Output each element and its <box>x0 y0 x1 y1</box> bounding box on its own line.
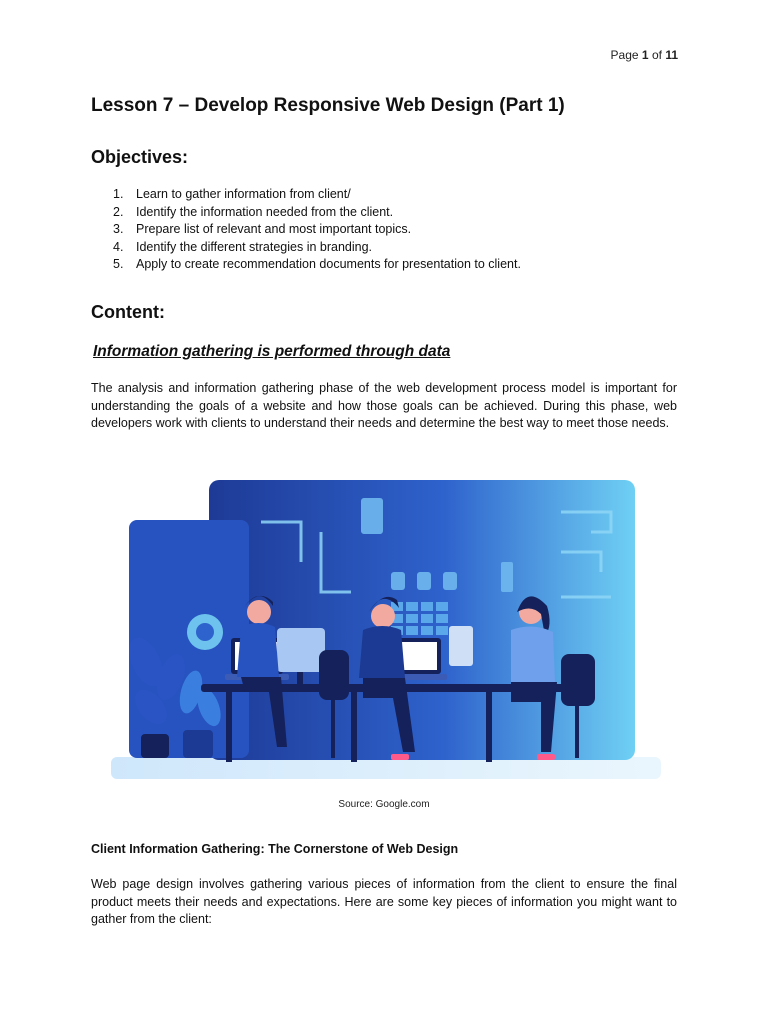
floor <box>111 757 661 779</box>
list-item: 2. Identify the information needed from the client. <box>113 204 394 219</box>
page-number: Page 1 of 11 <box>610 48 678 62</box>
web-design-paragraph: Web page design involves gathering various pieces of information from the client to ensure the final product meets their needs and expectations. Here are some key pieces of information you might want to gather from the client: <box>91 877 677 926</box>
client-info-heading: Client Information Gathering: The Cornerstone of Web Design <box>91 842 459 856</box>
illustration <box>91 462 677 795</box>
content-heading: Content: <box>91 302 165 322</box>
intro-paragraph: The analysis and information gathering phase of the web development process model is important for understanding the goals of a website and how those goals can be achieved. During this phase, web developers work with clients to understand their needs and determine the best way to meet those needs. <box>91 381 677 430</box>
objectives-heading: Objectives: <box>91 147 189 167</box>
list-item: 4. Identify the different strategies in branding. <box>113 239 373 254</box>
objectives-list <box>91 186 521 274</box>
monitor-right <box>449 626 473 666</box>
figure-caption: Source: Google.com <box>338 799 430 810</box>
lesson-title: Lesson 7 – Develop Responsive Web Design (Part 1) <box>91 95 565 116</box>
list-item: 5. Apply to create recommendation documents for presentation to client. <box>113 257 521 271</box>
section-subheading: Information gathering is performed through data <box>93 343 451 360</box>
team-meeting-illustration <box>91 462 677 795</box>
list-item: 1. Learn to gather information from client/ <box>113 187 351 201</box>
list-item: 3. Prepare list of relevant and most important topics. <box>113 222 412 236</box>
